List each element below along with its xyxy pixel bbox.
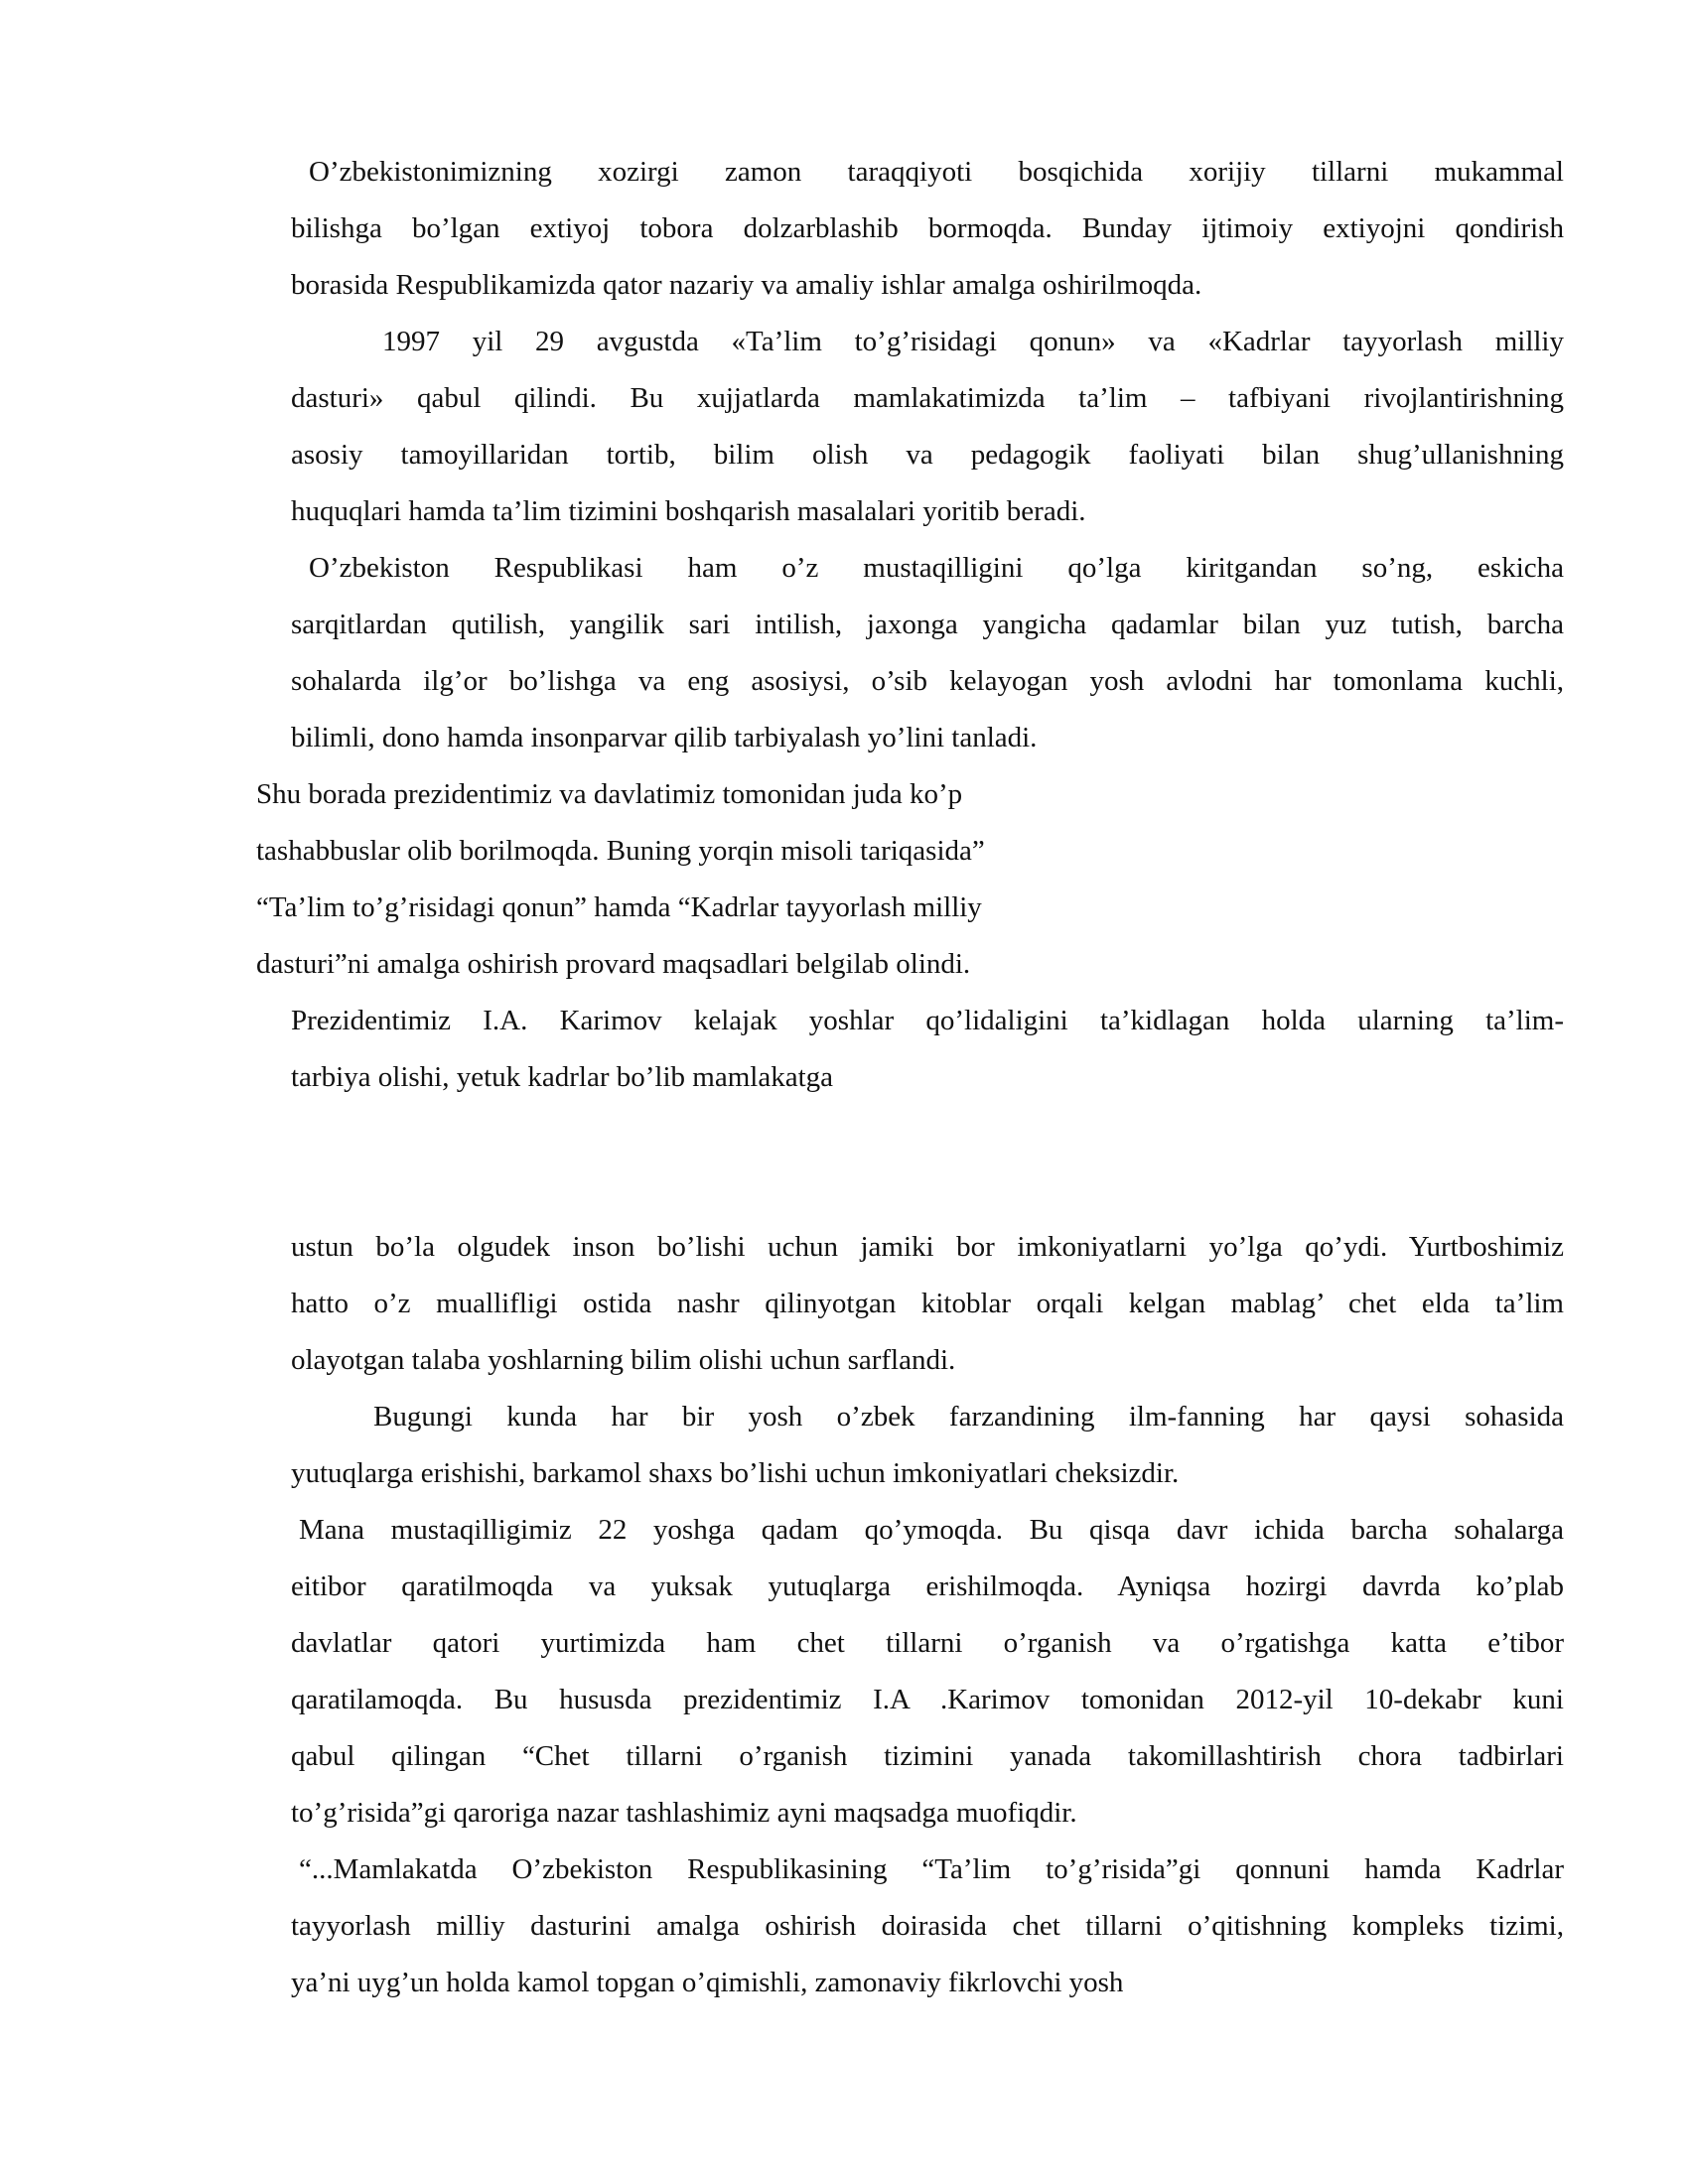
paragraph-line: huquqlari hamda ta’lim tizimini boshqarish masalalari yoritib beradi. (291, 495, 1086, 527)
paragraph-line: olayotgan talaba yoshlarning bilim olishi uchun sarflandi. (291, 1344, 956, 1376)
paragraph-line: “...Mamlakatda O’zbekiston Respublikasining “Ta’lim to’g’risida”gi qonnuni hamda Kadrlar (299, 1853, 1564, 1885)
paragraph-line: tarbiya olishi, yetuk kadrlar bo’lib mamlakatga (291, 1061, 834, 1093)
paragraph-line: O’zbekiston Respublikasi ham o’z mustaqilligini qo’lga kiritgandan so’ng, eskicha (309, 552, 1564, 584)
paragraph-line: qaratilamoqda. Bu hususda prezidentimiz I.A .Karimov tomonidan 2012-yil 10-dekabr kuni (291, 1684, 1564, 1715)
paragraph-line: hatto o’z muallifligi ostida nashr qilinyotgan kitoblar orqali kelgan mablag’ chet elda ta’lim (291, 1288, 1564, 1319)
paragraph-line: Shu borada prezidentimiz va davlatimiz tomonidan juda ko’p (256, 778, 963, 810)
paragraph-line: bilishga bo’lgan extiyoj tobora dolzarblashib bormoqda. Bunday ijtimoiy extiyojni qondirish (291, 212, 1564, 244)
paragraph-line: asosiy tamoyillaridan tortib, bilim olish va pedagogik faoliyati bilan shug’ullanishning (291, 439, 1564, 471)
paragraph-line: 1997 yil 29 avgustda «Ta’lim to’g’risidagi qonun» va «Kadrlar tayyorlash milliy (382, 326, 1564, 357)
paragraph-line: “Ta’lim to’g’risidagi qonun” hamda “Kadrlar tayyorlash milliy (256, 891, 982, 923)
paragraph-line: Prezidentimiz I.A. Karimov kelajak yoshlar qo’lidaligini ta’kidlagan holda ularning ta’lim- (291, 1005, 1564, 1036)
paragraph-line: Mana mustaqilligimiz 22 yoshga qadam qo’ymoqda. Bu qisqa davr ichida barcha sohalarga (299, 1514, 1564, 1546)
paragraph-line: dasturi”ni amalga oshirish provard maqsadlari belgilab olindi. (256, 948, 971, 980)
paragraph-line: ya’ni uyg’un holda kamol topgan o’qimishli, zamonaviy fikrlovchi yosh (291, 1967, 1124, 1998)
paragraph-line: ustun bo’la olgudek inson bo’lishi uchun jamiki bor imkoniyatlarni yo’lga qo’ydi. Yurtboshimiz (291, 1231, 1564, 1263)
paragraph-line: dasturi» qabul qilindi. Bu xujjatlarda mamlakatimizda ta’lim – tafbiyani rivojlantirishning (291, 382, 1564, 414)
paragraph-line: sarqitlardan qutilish, yangilik sari intilish, jaxonga yangicha qadamlar bilan yuz tutish, barcha (291, 609, 1564, 640)
paragraph-line: yutuqlarga erishishi, barkamol shaxs bo’lishi uchun imkoniyatlari cheksizdir. (291, 1457, 1180, 1489)
paragraph-line: to’g’risida”gi qaroriga nazar tashlashimiz ayni maqsadga muofiqdir. (291, 1797, 1077, 1829)
paragraph-line: tayyorlash milliy dasturini amalga oshirish doirasida chet tillarni o’qitishning kompleks tizimi, (291, 1910, 1564, 1942)
paragraph-line: qabul qilingan “Chet tillarni o’rganish tizimini yanada takomillashtirish chora tadbirlari (291, 1740, 1564, 1772)
paragraph-line: Bugungi kunda har bir yosh o’zbek farzandining ilm-fanning har qaysi sohasida (373, 1401, 1564, 1433)
paragraph-line: borasida Respublikamizda qator nazariy va amaliy ishlar amalga oshirilmoqda. (291, 269, 1202, 301)
paragraph-line: O’zbekistonimizning xozirgi zamon taraqqiyoti bosqichida xorijiy tillarni mukammal (309, 156, 1564, 188)
paragraph-line: tashabbuslar olib borilmoqda. Buning yorqin misoli tariqasida” (256, 835, 985, 867)
paragraph-line: bilimli, dono hamda insonparvar qilib tarbiyalash yo’lini tanladi. (291, 722, 1038, 753)
paragraph-line: sohalarda ilg’or bo’lishga va eng asosiysi, o’sib kelayogan yosh avlodni har tomonlama kuchli, (291, 665, 1564, 697)
paragraph-line: davlatlar qatori yurtimizda ham chet tillarni o’rganish va o’rgatishga katta e’tibor (291, 1627, 1564, 1659)
paragraph-line: eitibor qaratilmoqda va yuksak yutuqlarga erishilmoqda. Ayniqsa hozirgi davrda ko’plab (291, 1570, 1564, 1602)
